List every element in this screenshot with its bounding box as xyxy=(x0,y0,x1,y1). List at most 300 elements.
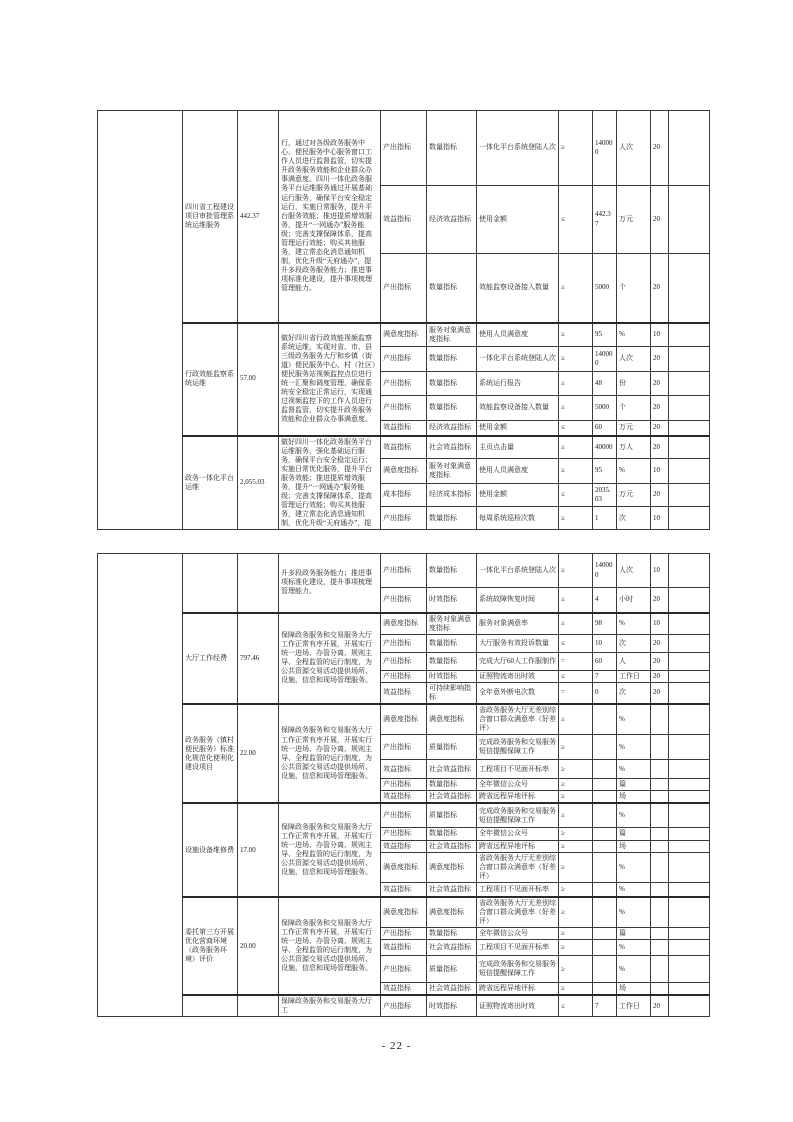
unit-cell: 场 xyxy=(617,840,651,852)
indicator-level2-cell: 满意度指标 xyxy=(427,897,477,928)
indicator-level1-cell: 满意度指标 xyxy=(381,897,427,928)
comparator-cell: ≥ xyxy=(559,853,593,883)
performance-indicator-table-part-1 xyxy=(97,110,710,539)
unit-cell: 万元 xyxy=(617,186,651,254)
project-description-cell: 升多段政务服务能力；推进事项标准化建设，提升事项梳理管理能力。 xyxy=(279,554,381,613)
indicator-row xyxy=(98,436,710,459)
comparator-cell: ≥ xyxy=(559,928,593,940)
indicator-name-cell: 证照物流寄出时效 xyxy=(477,670,559,682)
comparator-cell: ≤ xyxy=(559,421,593,436)
weight-cell: 20 xyxy=(651,186,669,254)
indicator-level1-cell: 效益指标 xyxy=(381,983,427,996)
trailing-empty-cell xyxy=(669,760,710,779)
comparator-cell: = xyxy=(559,652,593,670)
unit-cell: 次 xyxy=(617,634,651,652)
indicator-level1-cell: 产出指标 xyxy=(381,928,427,940)
weight-cell: 20 xyxy=(651,347,669,372)
indicator-level1-cell: 效益指标 xyxy=(381,682,427,704)
comparator-cell: ≥ xyxy=(559,111,593,186)
trailing-empty-cell xyxy=(669,111,710,186)
indicator-value-cell xyxy=(593,803,617,827)
indicator-level1-cell: 效益指标 xyxy=(381,840,427,852)
indicator-level2-cell: 数量指标 xyxy=(427,928,477,940)
indicator-name-cell: 完成政务服务和交易服务短信提醒保障工作 xyxy=(477,956,559,983)
indicator-row xyxy=(98,803,710,827)
unit-cell: 场 xyxy=(617,983,651,996)
unit-cell: % xyxy=(617,897,651,928)
unit-cell: % xyxy=(617,735,651,760)
indicator-name-cell: 省政务服务大厅无差别综合窗口群众满意率（好差评） xyxy=(477,853,559,883)
trailing-empty-cell xyxy=(669,827,710,840)
indicator-value-cell xyxy=(593,827,617,840)
comparator-cell: ≥ xyxy=(559,940,593,956)
project-name-cell: 设施设备维修费 xyxy=(183,803,238,896)
comparator-cell: ≥ xyxy=(559,827,593,840)
trailing-empty-cell xyxy=(669,483,710,506)
comparator-cell: ≥ xyxy=(559,507,593,530)
indicator-level2-cell: 数量指标 xyxy=(427,554,477,588)
indicator-name-cell: 省政务服务大厅无差别综合窗口群众满意率（好差评） xyxy=(477,704,559,735)
indicator-name-cell: 服务对象满意率 xyxy=(477,613,559,635)
indicator-value-cell xyxy=(593,791,617,804)
project-description-cell: 保障政务服务和交易服务大厅工 xyxy=(279,995,381,1017)
indicator-level2-cell: 满意度指标 xyxy=(427,853,477,883)
indicator-value-cell: 40000 xyxy=(593,436,617,459)
comparator-cell: ≥ xyxy=(559,396,593,421)
indicator-level1-cell: 产出指标 xyxy=(381,956,427,983)
indicator-level1-cell: 产出指标 xyxy=(381,803,427,827)
comparator-cell: ≥ xyxy=(559,372,593,396)
unit-cell: 人次 xyxy=(617,347,651,372)
comparator-cell: ≤ xyxy=(559,995,593,1017)
indicator-name-cell: 使用人员满意度 xyxy=(477,323,559,347)
comparator-cell: ≤ xyxy=(559,588,593,613)
indicator-name-cell: 完成政务服务和交易服务短信提醒保障工作 xyxy=(477,735,559,760)
weight-cell: 10 xyxy=(651,323,669,347)
indicator-level1-cell: 效益指标 xyxy=(381,186,427,254)
indicator-level2-cell: 时效指标 xyxy=(427,670,477,682)
indicator-name-cell: 一体化平台系统登陆人次 xyxy=(477,554,559,588)
indicator-level1-cell: 产出指标 xyxy=(381,779,427,791)
comparator-cell: ≥ xyxy=(559,347,593,372)
weight-cell xyxy=(651,827,669,840)
comparator-cell: ≥ xyxy=(559,779,593,791)
indicator-name-cell: 使用金额 xyxy=(477,421,559,436)
trailing-empty-cell xyxy=(669,940,710,956)
project-description-cell: 保障政务服务和交易服务大厅工作正常有序开展，开展实行统一进场、办管分离、规则主导、全程监管的运行制度，为公共资源交易活动提供场所、设施、信息和现场管理服务。 xyxy=(279,704,381,803)
trailing-empty-cell xyxy=(669,928,710,940)
indicator-level1-cell: 产出指标 xyxy=(381,588,427,613)
indicator-name-cell: 完成大厅60人工作服制作 xyxy=(477,652,559,670)
indicator-level2-cell: 数量指标 xyxy=(427,507,477,530)
weight-cell xyxy=(651,735,669,760)
project-name-cell: 政务服务（镇村便民服务）标准化规范化便利化建设项目 xyxy=(183,704,238,803)
indicator-value-cell: 140000 xyxy=(593,111,617,186)
indicator-value-cell: 10 xyxy=(593,634,617,652)
indicator-value-cell: 0 xyxy=(593,682,617,704)
performance-table xyxy=(97,553,710,1017)
indicator-name-cell: 每周系统巡检次数 xyxy=(477,507,559,530)
weight-cell xyxy=(651,928,669,940)
indicator-level1-cell: 满意度指标 xyxy=(381,459,427,483)
project-name-cell: 四川省工程建设项目审批管理系统运维服务 xyxy=(183,111,238,323)
indicator-level2-cell: 社会效益指标 xyxy=(427,840,477,852)
comparator-cell: ≥ xyxy=(559,956,593,983)
indicator-level2-cell: 时效指标 xyxy=(427,995,477,1017)
indicator-level1-cell: 满意度指标 xyxy=(381,853,427,883)
comparator-cell: ≥ xyxy=(559,704,593,735)
indicator-level2-cell: 社会效益指标 xyxy=(427,760,477,779)
unit-cell: 人次 xyxy=(617,111,651,186)
weight-cell: 20 xyxy=(651,634,669,652)
project-name-cell xyxy=(183,554,238,613)
weight-cell: 20 xyxy=(651,111,669,186)
indicator-name-cell: 效能监察设备接入数量 xyxy=(477,396,559,421)
unit-cell: 篇 xyxy=(617,827,651,840)
unit-cell: % xyxy=(617,803,651,827)
indicator-level1-cell: 产出指标 xyxy=(381,507,427,530)
indicator-level2-cell: 质量指标 xyxy=(427,735,477,760)
trailing-empty-cell xyxy=(669,507,710,530)
project-name-cell: 委托第三方开展优化营商环境（政务服务环境）评价 xyxy=(183,897,238,995)
indicator-row xyxy=(98,323,710,347)
indicator-level2-cell: 经济效益指标 xyxy=(427,186,477,254)
weight-cell: 20 xyxy=(651,588,669,613)
trailing-empty-cell xyxy=(669,735,710,760)
weight-cell: 10 xyxy=(651,507,669,530)
indicator-value-cell: 140000 xyxy=(593,554,617,588)
project-description-cell: 做好四川省行政效能视频监察系统运维，实现对省、市、县三级政务服务大厅和乡镇（街道）便民服务中心、村（社区）便民服务站视频监控点位进行统一汇聚和调度管理，确保系统安全稳定正常运行，实现通过视频监控下的工作人员进行监督监管，切实提升政务服务效能和企业群众办事满意度。 xyxy=(279,323,381,436)
indicator-value-cell: 7 xyxy=(593,995,617,1017)
indicator-level2-cell: 数量指标 xyxy=(427,396,477,421)
indicator-level1-cell: 成本指标 xyxy=(381,483,427,506)
unit-cell: 次 xyxy=(617,507,651,530)
performance-table xyxy=(97,110,710,530)
indicator-level1-cell: 效益指标 xyxy=(381,760,427,779)
trailing-empty-cell xyxy=(669,323,710,347)
indicator-value-cell: 95 xyxy=(593,459,617,483)
indicator-value-cell: 2035.03 xyxy=(593,483,617,506)
project-description-cell: 保障政务服务和交易服务大厅工作正常有序开展，开展实行统一进场、办管分离、规则主导、全程监管的运行制度，为公共资源交易活动提供场所、设施、信息和现场管理服务。 xyxy=(279,897,381,995)
indicator-level1-cell: 满意度指标 xyxy=(381,613,427,635)
indicator-name-cell: 大厅服务有效投诉数量 xyxy=(477,634,559,652)
comparator-cell: ≥ xyxy=(559,883,593,897)
indicator-value-cell: 442.37 xyxy=(593,186,617,254)
project-description-cell: 做好四川一体化政务服务平台运维服务，强化基础运行服务，确保平台安全稳定运行；实施日常优化服务，提升平台服务效能；推进提质增效服务，提升“一网通办”服务能级；完善支撑保障体系，提高管理运行效能；购买其他服务，建立常态化消息通知机制，优化升级“天府通办”，提 xyxy=(279,436,381,530)
indicator-value-cell xyxy=(593,779,617,791)
weight-cell xyxy=(651,897,669,928)
indicator-name-cell: 全年微信公众号 xyxy=(477,928,559,940)
unit-cell: 万元 xyxy=(617,421,651,436)
comparator-cell: ≥ xyxy=(559,791,593,804)
weight-cell xyxy=(651,883,669,897)
unit-cell: 万元 xyxy=(617,483,651,506)
comparator-cell: ≥ xyxy=(559,254,593,323)
trailing-empty-cell xyxy=(669,883,710,897)
indicator-value-cell xyxy=(593,883,617,897)
indicator-level1-cell: 效益指标 xyxy=(381,791,427,804)
unit-cell: 个 xyxy=(617,396,651,421)
indicator-value-cell: 1 xyxy=(593,507,617,530)
unit-cell: % xyxy=(617,883,651,897)
indicator-level1-cell: 产出指标 xyxy=(381,827,427,840)
page-number: - 22 - xyxy=(381,1040,412,1052)
indicator-value-cell xyxy=(593,897,617,928)
comparator-cell: ≥ xyxy=(559,436,593,459)
performance-indicator-table-part-2 xyxy=(97,553,710,1015)
trailing-empty-cell xyxy=(669,897,710,928)
comparator-cell: ≥ xyxy=(559,803,593,827)
indicator-name-cell: 省政务服务大厅无差别综合窗口群众满意率（好差评） xyxy=(477,897,559,928)
project-amount-cell: 57.00 xyxy=(238,323,279,436)
indicator-level2-cell: 社会效益指标 xyxy=(427,940,477,956)
indicator-row xyxy=(98,111,710,186)
indicator-level1-cell: 效益指标 xyxy=(381,940,427,956)
unit-cell: 万人 xyxy=(617,436,651,459)
indicator-name-cell: 使用人员满意度 xyxy=(477,459,559,483)
indicator-row xyxy=(98,897,710,928)
continuation-empty-cell xyxy=(98,554,183,1017)
indicator-name-cell: 全年微信公众号 xyxy=(477,827,559,840)
trailing-empty-cell xyxy=(669,995,710,1017)
indicator-name-cell: 一体化平台系统登陆人次 xyxy=(477,111,559,186)
indicator-level2-cell: 数量指标 xyxy=(427,779,477,791)
trailing-empty-cell xyxy=(669,634,710,652)
indicator-level1-cell: 产出指标 xyxy=(381,372,427,396)
comparator-cell: ≥ xyxy=(559,897,593,928)
comparator-cell: ≤ xyxy=(559,670,593,682)
indicator-level1-cell: 产出指标 xyxy=(381,347,427,372)
indicator-level2-cell: 时效指标 xyxy=(427,588,477,613)
indicator-level1-cell: 产出指标 xyxy=(381,995,427,1017)
trailing-empty-cell xyxy=(669,853,710,883)
trailing-empty-cell xyxy=(669,682,710,704)
weight-cell xyxy=(651,853,669,883)
unit-cell: 份 xyxy=(617,372,651,396)
trailing-empty-cell xyxy=(669,779,710,791)
indicator-level2-cell: 数量指标 xyxy=(427,347,477,372)
indicator-name-cell: 工程项目不见面开标率 xyxy=(477,883,559,897)
indicator-name-cell: 证照物流寄出时效 xyxy=(477,995,559,1017)
unit-cell: % xyxy=(617,613,651,635)
trailing-empty-cell xyxy=(669,652,710,670)
indicator-name-cell: 全年微信公众号 xyxy=(477,779,559,791)
unit-cell: 小时 xyxy=(617,588,651,613)
indicator-level2-cell: 服务对象满意度指标 xyxy=(427,613,477,635)
comparator-cell: ≤ xyxy=(559,634,593,652)
indicator-level1-cell: 产出指标 xyxy=(381,735,427,760)
unit-cell: % xyxy=(617,956,651,983)
indicator-level2-cell: 数量指标 xyxy=(427,652,477,670)
project-description-cell: 行，通过对各级政务服务中心、便民服务中心服务窗口工作人员进行监督监管，切实提升政务服务效能和企业群众办事满意度。四川一体化政务服务平台运维服务通过开展基础运行服务，确保平台安全稳定运行，实施日常服务，提升平台服务效能；推进提质增效服务，提升“一网通办”服务能级；完善支撑保障体系，提高管理运行效能；购买其他服务，建立常态化消息通知机制，优化升级“天府通办”，提升多段政务服务能力；推进事项标准化建设，提升事项梳理管理能力。 xyxy=(279,111,381,323)
indicator-level1-cell: 效益指标 xyxy=(381,883,427,897)
indicator-level2-cell: 服务对象满意度指标 xyxy=(427,323,477,347)
comparator-cell: ≥ xyxy=(559,760,593,779)
weight-cell: 20 xyxy=(651,254,669,323)
unit-cell: 场 xyxy=(617,791,651,804)
project-amount-cell xyxy=(238,995,279,1017)
indicator-level1-cell: 满意度指标 xyxy=(381,704,427,735)
trailing-empty-cell xyxy=(669,670,710,682)
unit-cell: % xyxy=(617,940,651,956)
indicator-level1-cell: 产出指标 xyxy=(381,634,427,652)
weight-cell: 10 xyxy=(651,613,669,635)
indicator-value-cell: 95 xyxy=(593,323,617,347)
project-description-cell: 保障政务服务和交易服务大厅工作正常有序开展，开展实行统一进场、办管分离、规则主导、全程监管的运行制度，为公共资源交易活动提供场所、设施、信息和现场管理服务。 xyxy=(279,803,381,896)
trailing-empty-cell xyxy=(669,347,710,372)
indicator-row xyxy=(98,613,710,635)
unit-cell: 篇 xyxy=(617,928,651,940)
indicator-name-cell: 系统运行报告 xyxy=(477,372,559,396)
unit-cell: % xyxy=(617,853,651,883)
trailing-empty-cell xyxy=(669,372,710,396)
indicator-level1-cell: 产出指标 xyxy=(381,652,427,670)
weight-cell xyxy=(651,760,669,779)
indicator-level1-cell: 产出指标 xyxy=(381,396,427,421)
indicator-name-cell: 主页点击量 xyxy=(477,436,559,459)
weight-cell: 20 xyxy=(651,995,669,1017)
comparator-cell: ≥ xyxy=(559,554,593,588)
indicator-value-cell xyxy=(593,853,617,883)
comparator-cell: ≥ xyxy=(559,735,593,760)
trailing-empty-cell xyxy=(669,956,710,983)
indicator-value-cell xyxy=(593,735,617,760)
indicator-value-cell xyxy=(593,983,617,996)
project-name-cell: 行政效能监察系统运维 xyxy=(183,323,238,436)
indicator-value-cell xyxy=(593,940,617,956)
weight-cell xyxy=(651,840,669,852)
unit-cell: % xyxy=(617,760,651,779)
project-amount-cell: 442.37 xyxy=(238,111,279,323)
unit-cell: 次 xyxy=(617,682,651,704)
trailing-empty-cell xyxy=(669,396,710,421)
indicator-name-cell: 效能监察设备接入数量 xyxy=(477,254,559,323)
weight-cell xyxy=(651,791,669,804)
comparator-cell: ≤ xyxy=(559,186,593,254)
project-amount-cell: 20.00 xyxy=(238,897,279,995)
project-name-cell xyxy=(183,995,238,1017)
indicator-level2-cell: 质量指标 xyxy=(427,803,477,827)
indicator-value-cell: 5000 xyxy=(593,254,617,323)
indicator-level2-cell: 数量指标 xyxy=(427,634,477,652)
indicator-value-cell: 60 xyxy=(593,421,617,436)
unit-cell: % xyxy=(617,704,651,735)
indicator-level1-cell: 产出指标 xyxy=(381,670,427,682)
indicator-name-cell: 完成政务服务和交易服务短信提醒保障工作 xyxy=(477,803,559,827)
indicator-level2-cell: 数量指标 xyxy=(427,111,477,186)
weight-cell: 20 xyxy=(651,396,669,421)
indicator-name-cell: 使用金额 xyxy=(477,483,559,506)
indicator-level2-cell: 服务对象满意度指标 xyxy=(427,459,477,483)
trailing-empty-cell xyxy=(669,803,710,827)
trailing-empty-cell xyxy=(669,588,710,613)
indicator-level2-cell: 社会效益指标 xyxy=(427,983,477,996)
trailing-empty-cell xyxy=(669,613,710,635)
weight-cell: 20 xyxy=(651,670,669,682)
indicator-name-cell: 使用金额 xyxy=(477,186,559,254)
indicator-row xyxy=(98,704,710,735)
unit-cell: 个 xyxy=(617,254,651,323)
unit-cell: 人次 xyxy=(617,554,651,588)
weight-cell: 20 xyxy=(651,421,669,436)
indicator-value-cell xyxy=(593,840,617,852)
indicator-name-cell: 跨省远程异地评标 xyxy=(477,983,559,996)
weight-cell: 10 xyxy=(651,459,669,483)
unit-cell: 工作日 xyxy=(617,670,651,682)
indicator-level2-cell: 经济效益指标 xyxy=(427,421,477,436)
project-amount-cell xyxy=(238,554,279,613)
comparator-cell: ≥ xyxy=(559,840,593,852)
indicator-name-cell: 系统故障恢复时间 xyxy=(477,588,559,613)
weight-cell: 20 xyxy=(651,372,669,396)
indicator-level2-cell: 社会效益指标 xyxy=(427,791,477,804)
indicator-level1-cell: 效益指标 xyxy=(381,436,427,459)
indicator-level1-cell: 效益指标 xyxy=(381,421,427,436)
trailing-empty-cell xyxy=(669,554,710,588)
indicator-value-cell: 5000 xyxy=(593,396,617,421)
indicator-level2-cell: 数量指标 xyxy=(427,372,477,396)
comparator-cell: ≥ xyxy=(559,459,593,483)
unit-cell: 篇 xyxy=(617,779,651,791)
project-amount-cell: 797.46 xyxy=(238,613,279,704)
comparator-cell: ≤ xyxy=(559,483,593,506)
indicator-row xyxy=(98,995,710,1017)
weight-cell xyxy=(651,940,669,956)
trailing-empty-cell xyxy=(669,421,710,436)
indicator-level1-cell: 产出指标 xyxy=(381,111,427,186)
trailing-empty-cell xyxy=(669,791,710,804)
indicator-name-cell: 全年意外断电次数 xyxy=(477,682,559,704)
trailing-empty-cell xyxy=(669,186,710,254)
indicator-value-cell: 7 xyxy=(593,670,617,682)
indicator-name-cell: 一体化平台系统登陆人次 xyxy=(477,347,559,372)
project-name-cell: 政务一体化平台运维 xyxy=(183,436,238,530)
project-name-cell: 大厅工作经费 xyxy=(183,613,238,704)
indicator-name-cell: 工程项目不见面开标率 xyxy=(477,760,559,779)
trailing-empty-cell xyxy=(669,704,710,735)
indicator-value-cell xyxy=(593,760,617,779)
indicator-level1-cell: 产出指标 xyxy=(381,554,427,588)
continuation-empty-cell xyxy=(98,111,183,530)
indicator-level2-cell: 满意度指标 xyxy=(427,704,477,735)
indicator-level1-cell: 产出指标 xyxy=(381,254,427,323)
comparator-cell: ≥ xyxy=(559,613,593,635)
indicator-name-cell: 工程项目不见面开标率 xyxy=(477,940,559,956)
indicator-value-cell: 60 xyxy=(593,652,617,670)
trailing-empty-cell xyxy=(669,840,710,852)
trailing-empty-cell xyxy=(669,254,710,323)
unit-cell: 人 xyxy=(617,652,651,670)
project-amount-cell: 17.00 xyxy=(238,803,279,896)
indicator-level2-cell: 社会效益指标 xyxy=(427,883,477,897)
comparator-cell: ≥ xyxy=(559,983,593,996)
indicator-row xyxy=(98,554,710,588)
indicator-level2-cell: 可持续影响指标 xyxy=(427,682,477,704)
weight-cell: 20 xyxy=(651,682,669,704)
indicator-level2-cell: 质量指标 xyxy=(427,956,477,983)
project-amount-cell: 2,055.03 xyxy=(238,436,279,530)
project-description-cell: 保障政务服务和交易服务大厅工作正常有序开展，开展实行统一进场、办管分离、规则主导、全程监管的运行制度，为公共资源交易活动提供场所、设施、信息和现场管理服务。 xyxy=(279,613,381,704)
indicator-level2-cell: 经济成本指标 xyxy=(427,483,477,506)
trailing-empty-cell xyxy=(669,459,710,483)
trailing-empty-cell xyxy=(669,436,710,459)
indicator-level2-cell: 数量指标 xyxy=(427,827,477,840)
weight-cell xyxy=(651,983,669,996)
weight-cell xyxy=(651,704,669,735)
weight-cell: 10 xyxy=(651,554,669,588)
indicator-value-cell: 98 xyxy=(593,613,617,635)
indicator-level1-cell: 满意度指标 xyxy=(381,323,427,347)
